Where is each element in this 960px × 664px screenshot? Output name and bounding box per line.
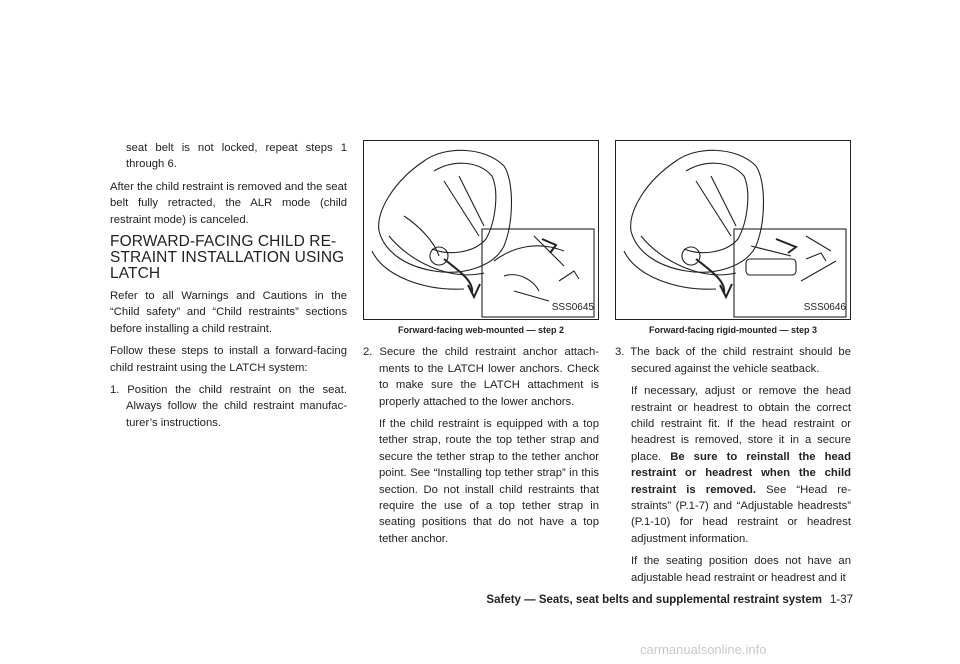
child-seat-illustration — [616, 141, 852, 321]
figure-web-mounted — [363, 140, 599, 320]
step-3-text-b: See “Head re-straints” (P.1-7) and “Adjustable headrests” (P.1-10) for head restraint or headrest adjustment information. — [631, 483, 851, 545]
footer-title: Safety — Seats, seat belts and supplemental restraint system — [486, 594, 822, 606]
paragraph-continued: seat belt is not locked, repeat steps 1 through 6. — [126, 142, 347, 171]
paragraph-steps-intro: Follow these steps to install a forward-facing child restraint using the LATCH system: — [110, 345, 347, 374]
figure-caption: Forward-facing web-mounted — step 2 — [397, 325, 564, 335]
step-2: 2. Secure the child restraint anchor attach-ments to the LATCH lower anchors. Check to make sure the LATCH attachment is properly attached to the lower anchors. — [363, 346, 599, 408]
step-3-detail-2: If the seating position does not have an adjustable head restraint or headrest and it — [631, 555, 851, 584]
watermark: carmanualsonline.info — [640, 642, 767, 657]
step-3-bold-warning: Be sure to reinstall the head restraint or headrest when the child restraint is removed. — [631, 450, 851, 496]
column-middle — [363, 140, 599, 553]
step-1: 1. Position the child restraint on the seat. Always follow the child restraint manufac-turer’s instructions. — [110, 384, 347, 429]
step-3-detail — [615, 383, 851, 547]
column-left — [110, 140, 347, 437]
section-heading: FORWARD-FACING CHILD RE-STRAINT INSTALLATION USING LATCH — [110, 233, 345, 283]
column-right — [615, 140, 851, 592]
page-footer — [478, 594, 853, 606]
figure-code: SSS0646 — [803, 301, 846, 313]
page-number: 1-37 — [829, 594, 853, 606]
step-2-detail: If the child restraint is equipped with a top tether strap, route the top tether strap and secure the tether strap to the tether anchor point. See “Installing top tether strap” in this section. Do not install child restraints that require the use of a top tether strap in seating positions that do not have a top tether anchor. — [379, 418, 599, 545]
figure-caption: Forward-facing rigid-mounted — step 3 — [648, 325, 817, 335]
figure-rigid-mounted — [615, 140, 851, 320]
step-3-text-a: If necessary, adjust or remove the head restraint or headrest to obtain the correct child restraint fit. If the head restraint or headrest is removed, store it in a secure place. — [631, 385, 851, 463]
step-3: 3. The back of the child restraint should be secured against the vehicle seatback. — [615, 346, 851, 375]
figure-code: SSS0645 — [551, 301, 594, 313]
paragraph-alr-mode: After the child restraint is removed and the seat belt fully retracted, the ALR mode (child restraint mode) is canceled. — [110, 180, 347, 226]
child-seat-illustration — [364, 141, 600, 321]
paragraph-warnings: Refer to all Warnings and Cautions in the “Child safety” and “Child restraints” sections before installing a child restraint. — [110, 290, 347, 335]
